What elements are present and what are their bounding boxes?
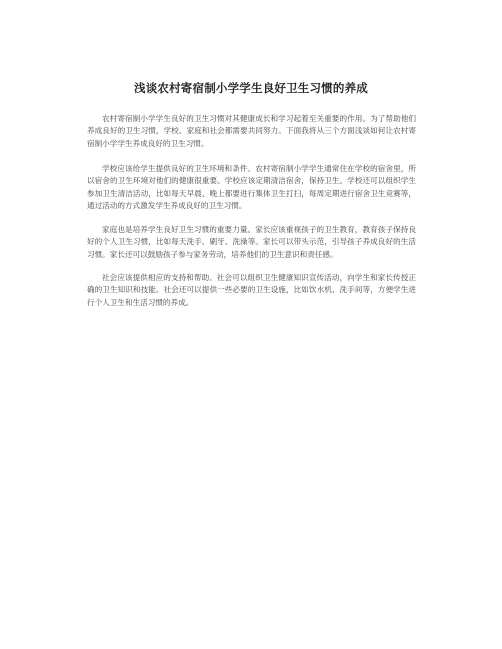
document-title: 浅谈农村寄宿制小学学生良好卫生习惯的养成 bbox=[134, 81, 368, 95]
paragraph-school: 学校应该给学生提供良好的卫生环境和条件。农村寄宿制小学学生通常住在学校的宿舍里，所以宿舍的卫生环境对他们的健康很重要。学校应该定期清洁宿舍，保持卫生。学校还可以组织学生参加卫生清洁活动，比如每天早晨、晚上都要进行集体卫生打扫，每周定期进行宿舍卫生竞赛等，通过活动的方式激发学生养成良好的卫生习惯。 bbox=[87, 163, 416, 211]
paragraph-family: 家庭也是培养学生良好卫生习惯的重要力量。家长应该重视孩子的卫生教育，教育孩子保持良好的个人卫生习惯，比如每天洗手、刷牙、洗澡等。家长可以带头示范，引导孩子养成良好的生活习惯。家长还可以鼓励孩子参与家务劳动，培养他们的卫生意识和责任感。 bbox=[87, 224, 416, 259]
paragraph-intro: 农村寄宿制小学学生良好的卫生习惯对其健康成长和学习起着至关重要的作用。为了帮助他们养成良好的卫生习惯，学校、家庭和社会都需要共同努力。下面我将从三个方面浅谈如何让农村寄宿制小学学生养成良好的卫生习惯。 bbox=[87, 113, 416, 148]
paragraph-society: 社会应该提供相应的支持和帮助。社会可以组织卫生健康知识宣传活动，向学生和家长传授正确的卫生知识和技能。社会还可以提供一些必要的卫生设施，比如饮水机、洗手间等，方便学生进行个人卫生和生活习惯的养成。 bbox=[87, 272, 416, 307]
